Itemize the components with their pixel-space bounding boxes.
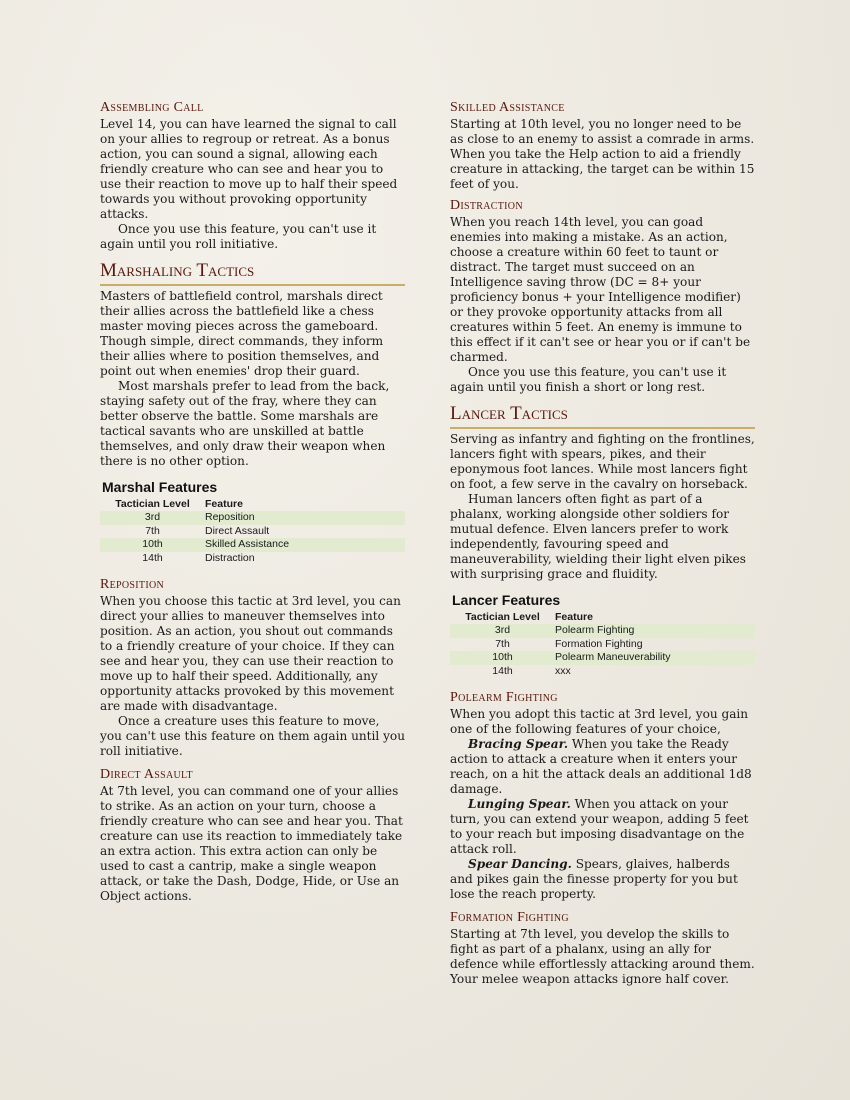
lancer-tactics-heading: Lancer Tactics [450,403,755,429]
table-row [100,511,405,525]
lunging-spear-text [450,797,755,857]
table-cell-level: 7th [145,524,160,537]
polearm-fighting-text: When you adopt this tactic at 3rd level, you gain one of the following features of your choice, [450,707,749,736]
table-row [450,624,755,638]
bracing-spear-text [450,737,755,797]
table-cell-feature: Polearm Fighting [555,624,755,638]
table-cell-level: 3rd [100,511,205,525]
table-cell-level: 10th [450,651,555,665]
table-cell-level: 14th [142,551,163,564]
formation-fighting-text: Starting at 7th level, you develop the skills to fight as part of a phalanx, using an ally for defence while effortlessly attacking around them. Your melee weapon attacks ignore half cover. [450,927,755,986]
table-cell-feature: Skilled Assistance [205,538,405,552]
lancer-features-table [450,610,755,678]
table-cell-feature: Distraction [205,551,255,564]
lunging-spear-name: Lunging Spear. [468,797,571,811]
table-cell-feature: Polearm Maneuverability [555,651,755,665]
table-cell-feature: Reposition [205,511,405,525]
direct-assault-text: At 7th level, you can command one of your allies to strike. As an action on your turn, choose a friendly creature who can see and hear you. That creature can use its reaction to immediately take an extra action. This extra action can only be used to cast a cantrip, make a single weapon attack, or take the Dash, Dodge, Hide, or Use an Object actions. [100,784,403,903]
reposition-text-2: Once a creature uses this feature to move, you can't use this feature on them again until you roll initiative. [100,714,406,758]
bracing-spear-desc: When you take the Ready action to attack a creature when it enters your reach, on a hit the attack deals an additional 1d8 damage. [450,737,752,796]
lancer-text: Serving as infantry and fighting on the frontlines, lancers fight with spears, pikes, and their eponymous foot lances. While most lancers fight on foot, a few serve in the cavalry on horseback. [450,432,755,491]
distraction-heading: Distraction [450,198,523,213]
distraction-text: When you reach 14th level, you can goad enemies into making a mistake. As an action, choose a creature within 60 feet to taunt or distract. The target must succeed on an Intelligence saving throw (DC = 8+ your proficiency bonus + your Intelligence modifier) or they provoke opportunity attacks from all creatures within 5 feet. An enemy is immune to this effect if it can't see or hear you or if can't be charmed. [450,215,751,364]
bracing-spear-name: Bracing Spear. [468,737,569,751]
table-cell-feature: Direct Assault [205,524,270,537]
marshaling-text-2: Most marshals prefer to lead from the back, staying safety out of the fray, where they can better observe the battle. Some marshals are tactical savants who are unskilled at battle themselves, and only draw their weapon when there is no other option. [100,379,390,468]
direct-assault-heading: Direct Assault [100,767,193,782]
marshaling-text: Masters of battlefield control, marshals direct their allies across the battlefield like a chess master moving pieces across the gameboard. Though simple, direct commands, they inform their allies where to position themselves, and point out when enemies' drop their guard. [100,289,384,378]
table-cell-feature: xxx [555,664,571,677]
table-row [450,651,755,665]
assembling-call-heading: Assembling Call [100,100,204,115]
reposition-text: When you choose this tactic at 3rd level, you can direct your allies to maneuver themselves into position. As an action, you shout out commands to a friendly creature of your choice. If they can see and hear you, they can use their reaction to move up to half their speed. Additionally, any opportunity attacks provoked by this movement are made with disadvantage. [100,594,401,713]
assembling-call-text-2: Once you use this feature, you can't use it again until you roll initiative. [100,222,377,251]
table-cell-level: 14th [492,664,513,677]
col-header-level: Tactician Level [465,611,540,623]
assembling-call-text: Level 14, you can have learned the signal to call on your allies to regroup or retreat. As a bonus action, you can sound a signal, allowing each friendly creature who can see and hear you to use their reaction to move up to half their speed towards you without provoking opportunity attacks. [100,117,398,221]
reposition-heading: Reposition [100,577,165,592]
lancer-features-title: Lancer Features [452,592,561,608]
spear-dancing-desc: Spears, glaives, halberds and pikes gain the finesse property for you but lose the reach property. [450,857,738,901]
table-cell-level: 10th [100,538,205,552]
col-header-level: Tactician Level [115,498,190,510]
right-column [450,100,755,987]
table-cell-feature: Formation Fighting [555,637,643,650]
distraction-text-2: Once you use this feature, you can't use it again until you finish a short or long rest. [450,365,727,394]
spear-dancing-text [450,857,755,902]
skilled-assistance-heading: Skilled Assistance [450,100,565,115]
table-row [100,552,405,566]
lunging-spear-desc: When you attack on your turn, you can extend your weapon, adding 5 feet to your reach but imposing disadvantage on the attack roll. [450,797,749,856]
table-row [450,665,755,679]
left-column [100,100,405,904]
marshal-features-title: Marshal Features [102,479,218,495]
col-header-feature: Feature [555,611,593,623]
table-row [450,638,755,652]
col-header-feature: Feature [205,498,243,510]
skilled-assistance-text: Starting at 10th level, you no longer need to be as close to an enemy to assist a comrade in arms. When you take the Help action to aid a friendly creature in attacking, the target can be within 15 feet of you. [450,117,755,191]
spear-dancing-name: Spear Dancing. [468,857,572,871]
lancer-text-2: Human lancers often fight as part of a phalanx, working alongside other soldiers for mutual defence. Elven lancers prefer to work independently, favouring speed and maneuverability, wielding their light elven pikes with surprising grace and fluidity. [450,492,746,581]
table-row [100,538,405,552]
marshal-features-table [100,497,405,565]
table-cell-level: 3rd [450,624,555,638]
formation-fighting-heading: Formation Fighting [450,910,569,925]
polearm-fighting-heading: Polearm Fighting [450,690,558,705]
table-cell-level: 7th [495,637,510,650]
table-row [100,525,405,539]
marshaling-tactics-heading: Marshaling Tactics [100,260,405,286]
